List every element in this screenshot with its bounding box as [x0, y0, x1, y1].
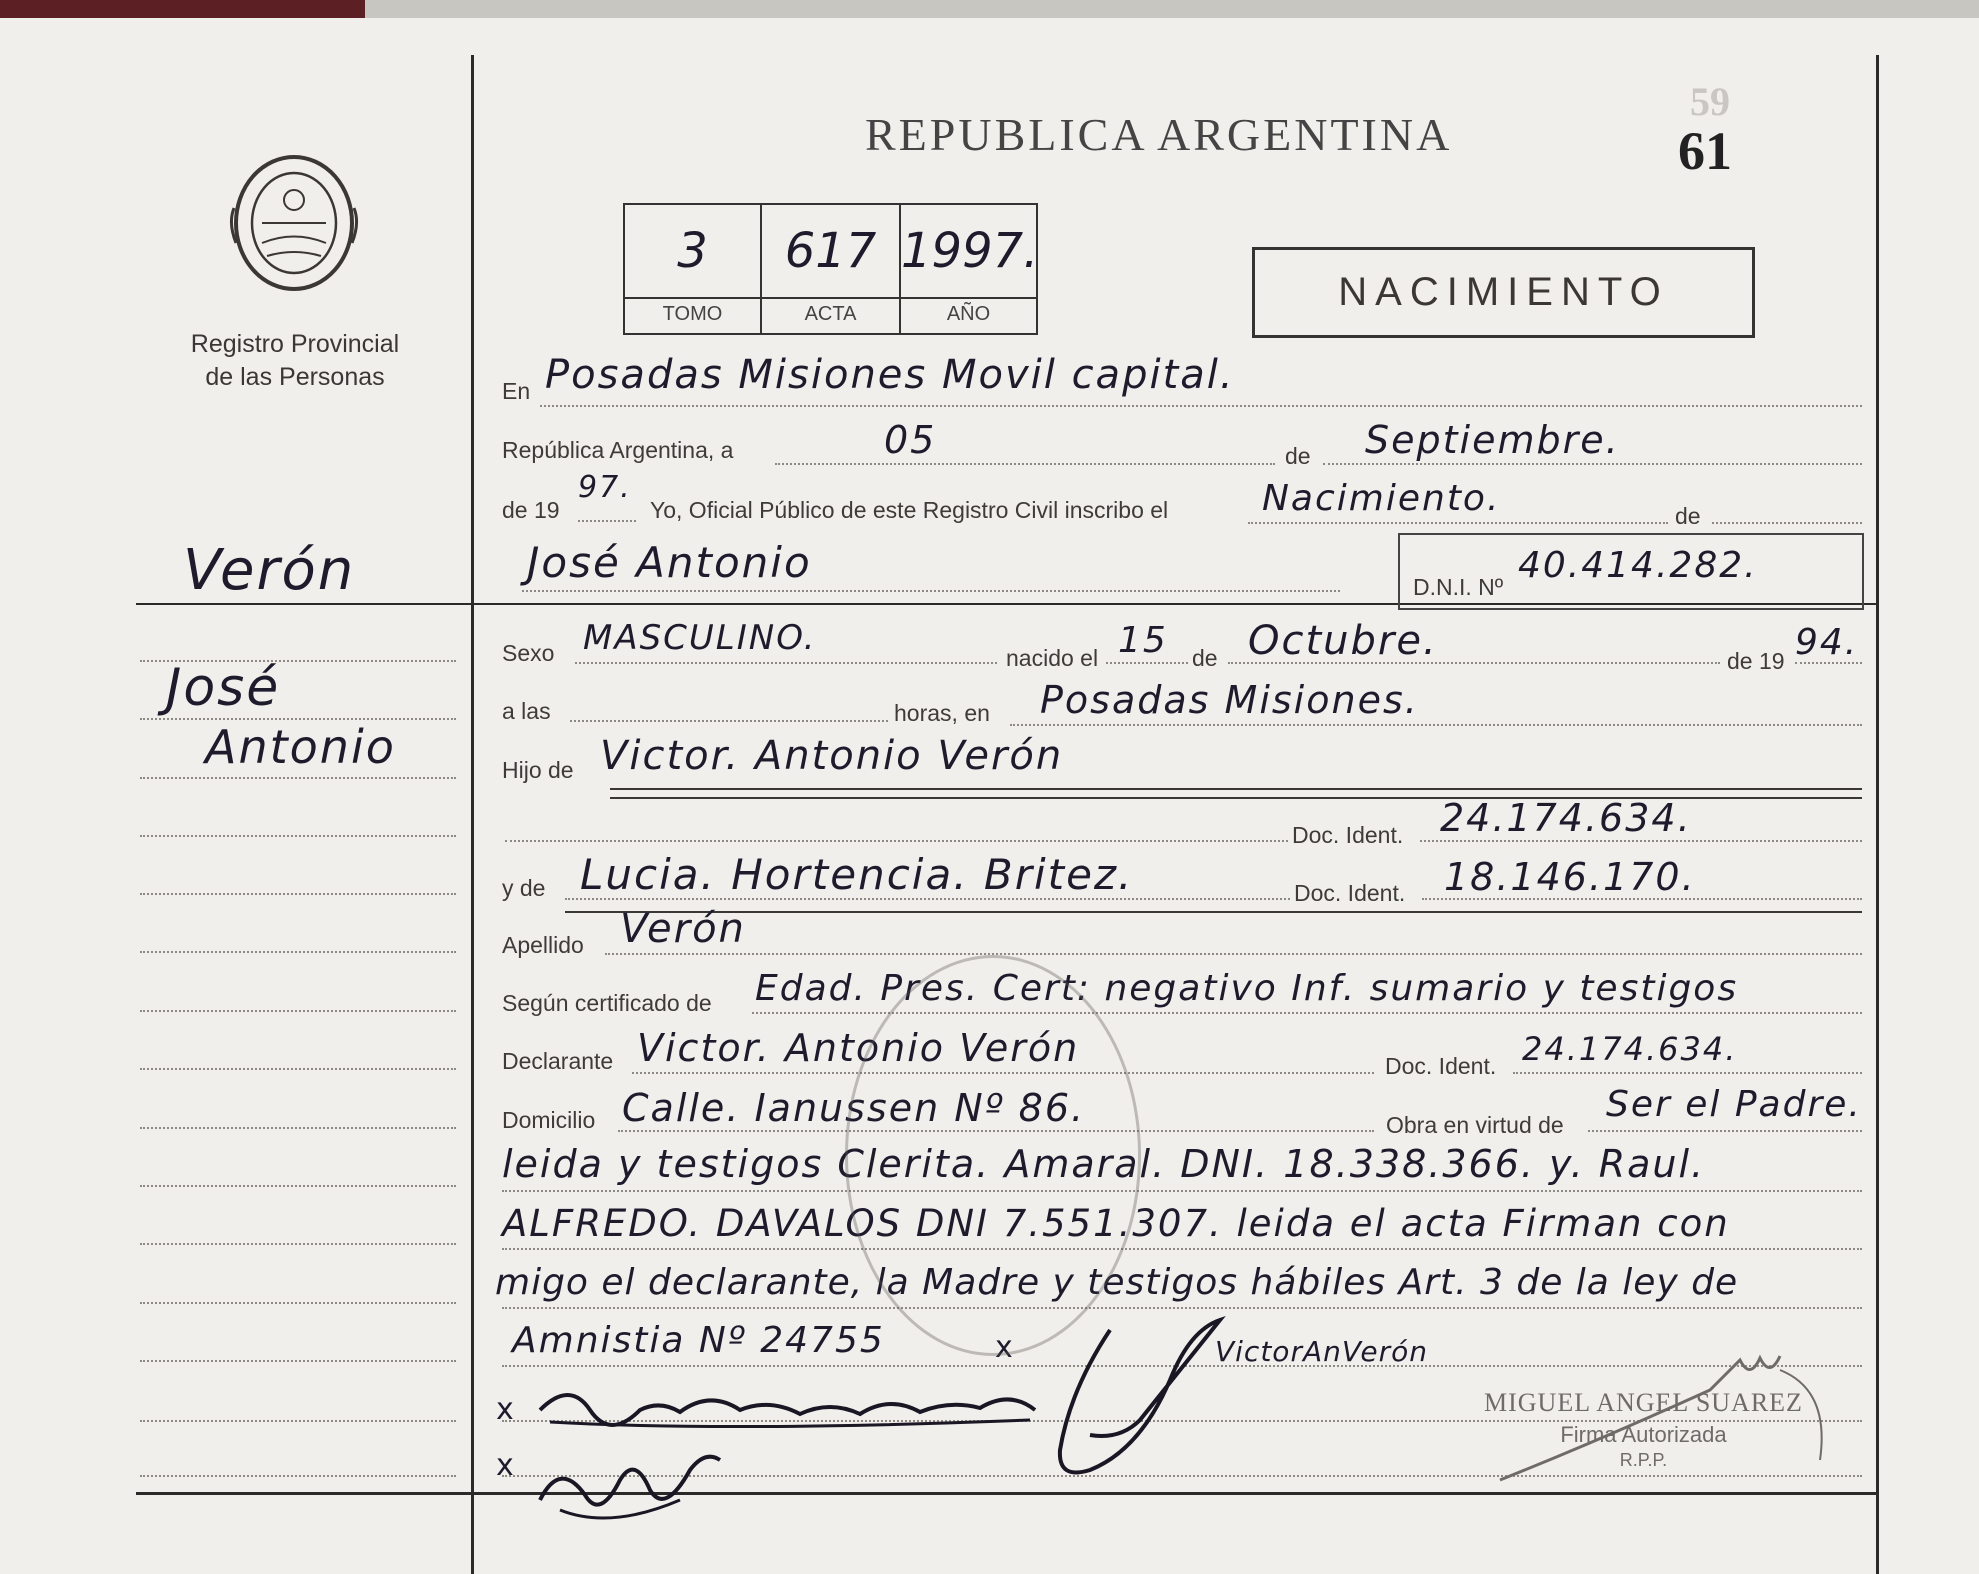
en-label: En [502, 378, 531, 404]
note-line-4: Amnistia Nº 24755 [512, 1320, 885, 1361]
page-number: 61 [1678, 121, 1732, 181]
form-line [578, 520, 636, 522]
form-line [1588, 1130, 1862, 1132]
note-line-3: migo el declarante, la Madre y testigos hábiles Art. 3 de la ley de [495, 1262, 1739, 1303]
father-doc-label: Doc. Ident. [1292, 822, 1404, 848]
name-value: José Antonio [527, 538, 812, 587]
official-role: Firma Autorizada [1560, 1422, 1727, 1447]
father-name-value: Victor. Antonio Verón [600, 733, 1064, 779]
margin-line [140, 1243, 456, 1245]
month-value: Septiembre. [1365, 418, 1620, 462]
tomo-label: TOMO [625, 297, 760, 326]
sexo-label: Sexo [502, 640, 555, 666]
segun-label: Según certificado de [502, 990, 712, 1016]
form-line [502, 1307, 1862, 1309]
form-line [610, 788, 1862, 790]
form-line [575, 662, 997, 664]
dni-label: D.N.I. Nº [1413, 574, 1504, 600]
x-mark-1: x [995, 1330, 1015, 1365]
birth-year-value: 94. [1795, 622, 1859, 663]
form-line [1010, 724, 1862, 726]
top-left-cover-edge [0, 0, 365, 18]
nacido-label: nacido el [1006, 645, 1099, 671]
republica-label: República Argentina, a [502, 437, 734, 463]
father-doc-value: 24.174.634. [1440, 796, 1692, 840]
inscribo-value: Nacimiento. [1262, 478, 1501, 519]
apellido-value: Verón [620, 906, 746, 952]
birth-place-value: Posadas Misiones. [1040, 678, 1419, 722]
note-line-1: leida y testigos Clerita. Amaral. DNI. 18.338.366. y. Raul. [502, 1142, 1706, 1186]
day-value: 05 [884, 418, 937, 462]
right-border [1876, 55, 1879, 1574]
declarante-label: Declarante [502, 1048, 614, 1074]
mother-name-value: Lucia. Hortencia. Britez. [580, 850, 1134, 899]
en-value: Posadas Misiones Movil capital. [545, 352, 1235, 398]
registry-stamp [845, 955, 1141, 1356]
form-line [1513, 1072, 1862, 1074]
domicilio-value: Calle. Ianussen Nº 86. [622, 1086, 1086, 1130]
year-value: 97. [578, 470, 632, 505]
faint-page-number: 59 [1690, 79, 1730, 124]
x-mark-2: x [496, 1392, 516, 1427]
form-line [502, 1248, 1862, 1250]
x-mark-3: x [496, 1448, 516, 1483]
margin-line [140, 1475, 456, 1477]
office-line-2: de las Personas [205, 363, 385, 391]
form-line [505, 840, 1288, 842]
declarante-doc-value: 24.174.634. [1522, 1030, 1738, 1068]
margin-line [140, 893, 456, 895]
horas-label: horas, en [894, 700, 990, 726]
form-line [522, 590, 1340, 592]
form-line [605, 953, 1862, 955]
margin-line [140, 951, 456, 953]
declarante-signature [1030, 1310, 1240, 1490]
de19-label: de 19 [502, 497, 560, 523]
tomo-cell [625, 205, 762, 333]
apellido-label: Apellido [502, 932, 584, 958]
margin-line [140, 1360, 456, 1362]
office-name [160, 328, 430, 394]
margin-line [140, 1127, 456, 1129]
form-line [565, 911, 1862, 913]
margin-given-name-1: José [166, 658, 281, 718]
acta-value: 617 [784, 223, 877, 279]
witness-signature [530, 1440, 730, 1540]
de19-label-2: de 19 [1727, 648, 1785, 674]
margin-surname: Verón [183, 538, 356, 603]
margin-line [140, 1302, 456, 1304]
form-line [1323, 463, 1862, 465]
birth-month-value: Octubre. [1248, 618, 1438, 664]
ano-value: 1997. [901, 223, 1039, 279]
declarante-value: Victor. Antonio Verón [637, 1026, 1080, 1070]
form-line [775, 463, 1275, 465]
record-number-table [623, 203, 1038, 335]
sexo-value: MASCULINO. [583, 618, 817, 658]
declarante-doc-label: Doc. Ident. [1385, 1053, 1497, 1079]
form-line [1248, 522, 1668, 524]
form-line [1106, 662, 1188, 664]
margin-line [140, 1068, 456, 1070]
dni-value: 40.414.282. [1518, 545, 1758, 586]
acta-label: ACTA [762, 297, 899, 326]
margin-line [140, 835, 456, 837]
margin-line [140, 1185, 456, 1187]
ano-label: AÑO [901, 297, 1036, 326]
margin-line [140, 1010, 456, 1012]
form-line [1420, 840, 1862, 842]
ano-cell [901, 205, 1039, 333]
mother-doc-label: Doc. Ident. [1294, 880, 1406, 906]
yde-label: y de [502, 875, 546, 901]
margin-given-name-2: Antonio [205, 720, 396, 774]
official-stamp [1484, 1388, 1803, 1471]
de-label: de [1285, 443, 1311, 469]
birth-day-value: 15 [1118, 620, 1168, 661]
margin-line [140, 777, 456, 779]
acta-cell [762, 205, 901, 333]
obra-value: Ser el Padre. [1606, 1084, 1862, 1125]
alas-label: a las [502, 698, 551, 724]
official-name: MIGUEL ANGEL SUAREZ [1484, 1388, 1803, 1417]
segun-value: Edad. Pres. Cert: negativo Inf. sumario y testigos [755, 968, 1739, 1009]
form-line [540, 405, 1862, 407]
tomo-value: 3 [677, 223, 708, 279]
mother-doc-value: 18.146.170. [1444, 855, 1696, 899]
yo-label: Yo, Oficial Público de este Registro Civil inscribo el [650, 497, 1169, 523]
record-type-box: NACIMIENTO [1252, 247, 1755, 338]
de-label-3: de [1192, 645, 1218, 671]
margin-line [140, 1420, 456, 1422]
provincia-misiones-seal-icon [222, 148, 367, 298]
note-line-2: ALFREDO. DAVALOS DNI 7.551.307. leida el acta Firman con [502, 1202, 1730, 1245]
obra-label: Obra en virtud de [1386, 1112, 1564, 1138]
de-label-2: de [1675, 503, 1701, 529]
declarante-signature-name: VictorAnVerón [1215, 1335, 1428, 1368]
form-line [502, 1190, 1862, 1192]
office-line-1: Registro Provincial [190, 330, 400, 358]
form-line [1712, 522, 1862, 524]
country-title: REPUBLICA ARGENTINA [865, 109, 1453, 160]
domicilio-label: Domicilio [502, 1107, 596, 1133]
official-org: R.P.P. [1619, 1450, 1668, 1470]
column-divider [471, 55, 474, 1574]
form-line [570, 720, 888, 722]
hijo-label: Hijo de [502, 757, 574, 783]
